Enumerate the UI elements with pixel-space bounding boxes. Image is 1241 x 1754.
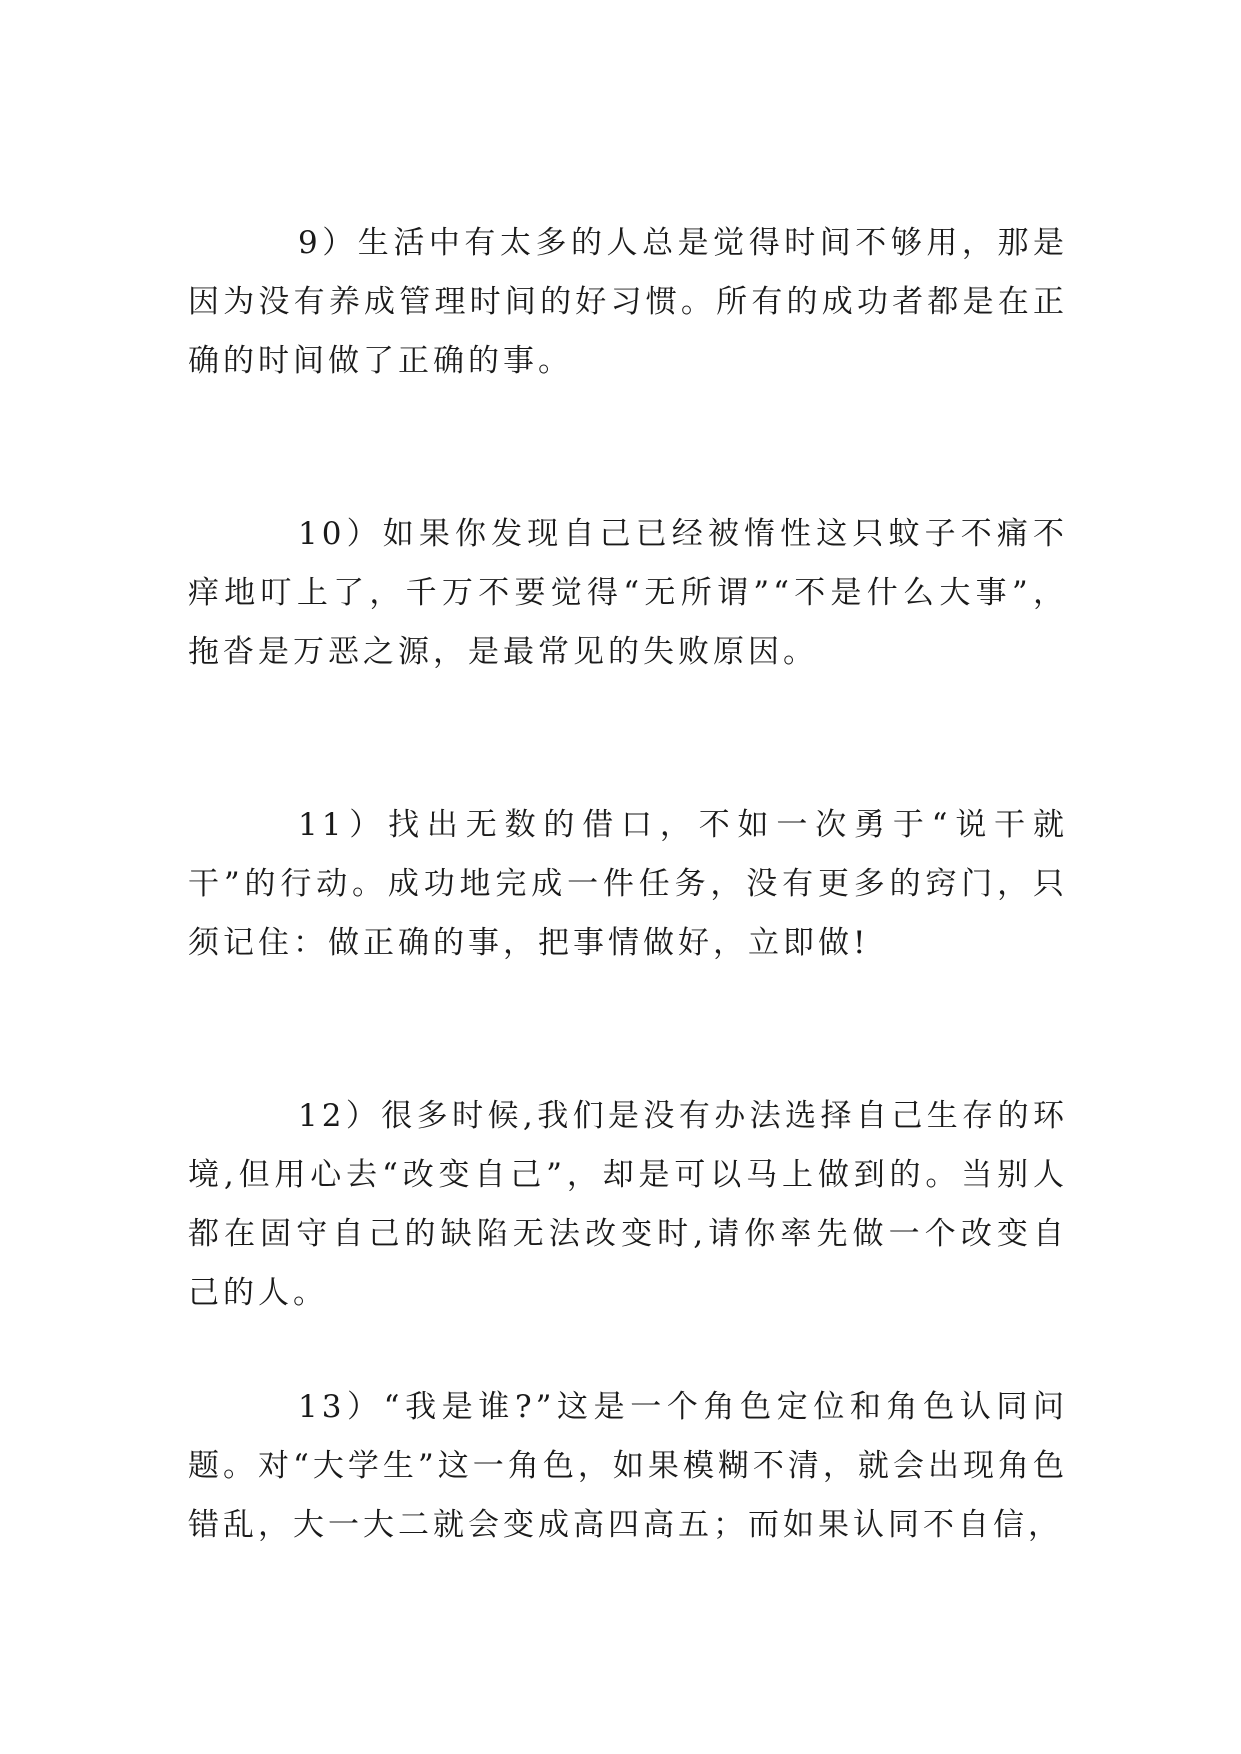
paragraph-12: 12）很多时候,我们是没有办法选择自己生存的环境,但用心去“改变自己”，却是可以马上做到的。当别人都在固守自己的缺陷无法改变时,请你率先做一个改变自己的人。 bbox=[188, 1098, 1068, 1311]
paragraph-13: 13）“我是谁?”这是一个角色定位和角色认同问题。对“大学生”这一角色，如果模糊不清，就会出现角色错乱，大一大二就会变成高四高五；而如果认同不自信， bbox=[188, 1389, 1068, 1543]
paragraph-10: 10）如果你发现自己已经被惰性这只蚊子不痛不痒地叮上了，千万不要觉得“无所谓”“不是什么大事”，拖沓是万恶之源，是最常见的失败原因。 bbox=[188, 516, 1068, 670]
paragraph-11: 11）找出无数的借口，不如一次勇于“说干就干”的行动。成功地完成一件任务，没有更多的窍门，只须记住：做正确的事，把事情做好，立即做! bbox=[188, 807, 1068, 961]
paragraph-9: 9）生活中有太多的人总是觉得时间不够用，那是因为没有养成管理时间的好习惯。所有的成功者都是在正确的时间做了正确的事。 bbox=[188, 225, 1068, 379]
